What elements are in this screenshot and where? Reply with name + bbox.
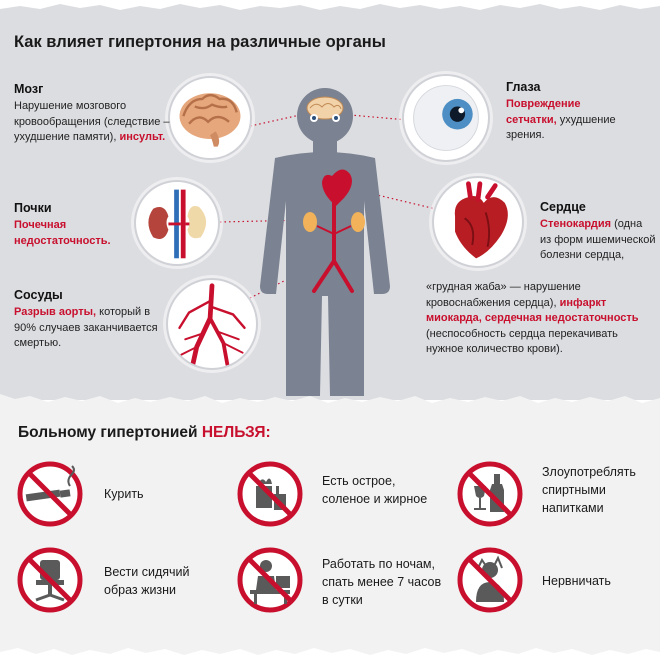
- forbidden-label-alcohol: Злоупотреблять спиртными напитками: [542, 465, 636, 515]
- eyes-description: Повреждение сетчатки, ухудшение зрения.: [506, 98, 616, 141]
- torn-edge-bottom: [0, 646, 660, 660]
- heart-circle: [432, 176, 524, 268]
- blood-vessels-icon: [168, 280, 256, 368]
- kidneys-title: Почки: [14, 201, 52, 215]
- kidneys-description: Почечная недостаточность.: [14, 219, 111, 247]
- human-body-figure: [240, 86, 410, 396]
- brain-circle: [168, 76, 252, 160]
- heart-organ-icon: [434, 178, 522, 266]
- stress-icon: [456, 546, 524, 614]
- kidney-circle: [134, 180, 220, 266]
- forbidden-label-food: Есть острое, соленое и жирное: [322, 474, 428, 506]
- fast-food-icon: [236, 460, 304, 528]
- brain-description: Нарушение мозгового кровообращения (следствие – ухудшение памяти), инсульт.: [14, 100, 170, 143]
- night-work-icon: [236, 546, 304, 614]
- eye-circle: [402, 74, 490, 162]
- brain-title: Мозг: [14, 82, 44, 96]
- heart-description-1: Стенокардия (одна из форм ишемической болезни сердца,: [540, 218, 656, 261]
- eyes-title: Глаза: [506, 80, 541, 94]
- brain-icon: [170, 78, 250, 158]
- forbidden-label-nervous: Нервничать: [542, 574, 611, 588]
- cigarette-icon: [16, 460, 84, 528]
- torn-edge-middle: [0, 394, 660, 408]
- forbidden-title: Больному гипертонией НЕЛЬЗЯ:: [18, 424, 271, 441]
- forbidden-label-night-work: Работать по ночам, спать менее 7 часов в сутки: [322, 557, 442, 607]
- forbidden-panel: [0, 404, 660, 660]
- office-chair-icon: [16, 546, 84, 614]
- heart-title: Сердце: [540, 200, 586, 214]
- kidney-icon: [136, 182, 218, 264]
- heart-description-2: «грудная жаба» — нарушение кровоснабжения сердца), инфаркт миокарда, сердечная недостаточность (неспособность сердца перекачивать нужное количество крови).: [426, 281, 639, 355]
- page-title: Как влияет гипертония на различные органы: [14, 33, 386, 51]
- vessels-circle: [166, 278, 258, 370]
- vessels-description: Разрыв аорты, который в 90% случаев заканчивается смертью.: [14, 306, 158, 349]
- alcohol-icon: [456, 460, 524, 528]
- forbidden-label-sedentary: Вести сидячий образ жизни: [104, 565, 190, 597]
- eye-icon: [404, 76, 488, 160]
- torn-edge-top: [0, 0, 660, 12]
- forbidden-label-smoking: Курить: [104, 487, 144, 501]
- vessels-title: Сосуды: [14, 288, 63, 302]
